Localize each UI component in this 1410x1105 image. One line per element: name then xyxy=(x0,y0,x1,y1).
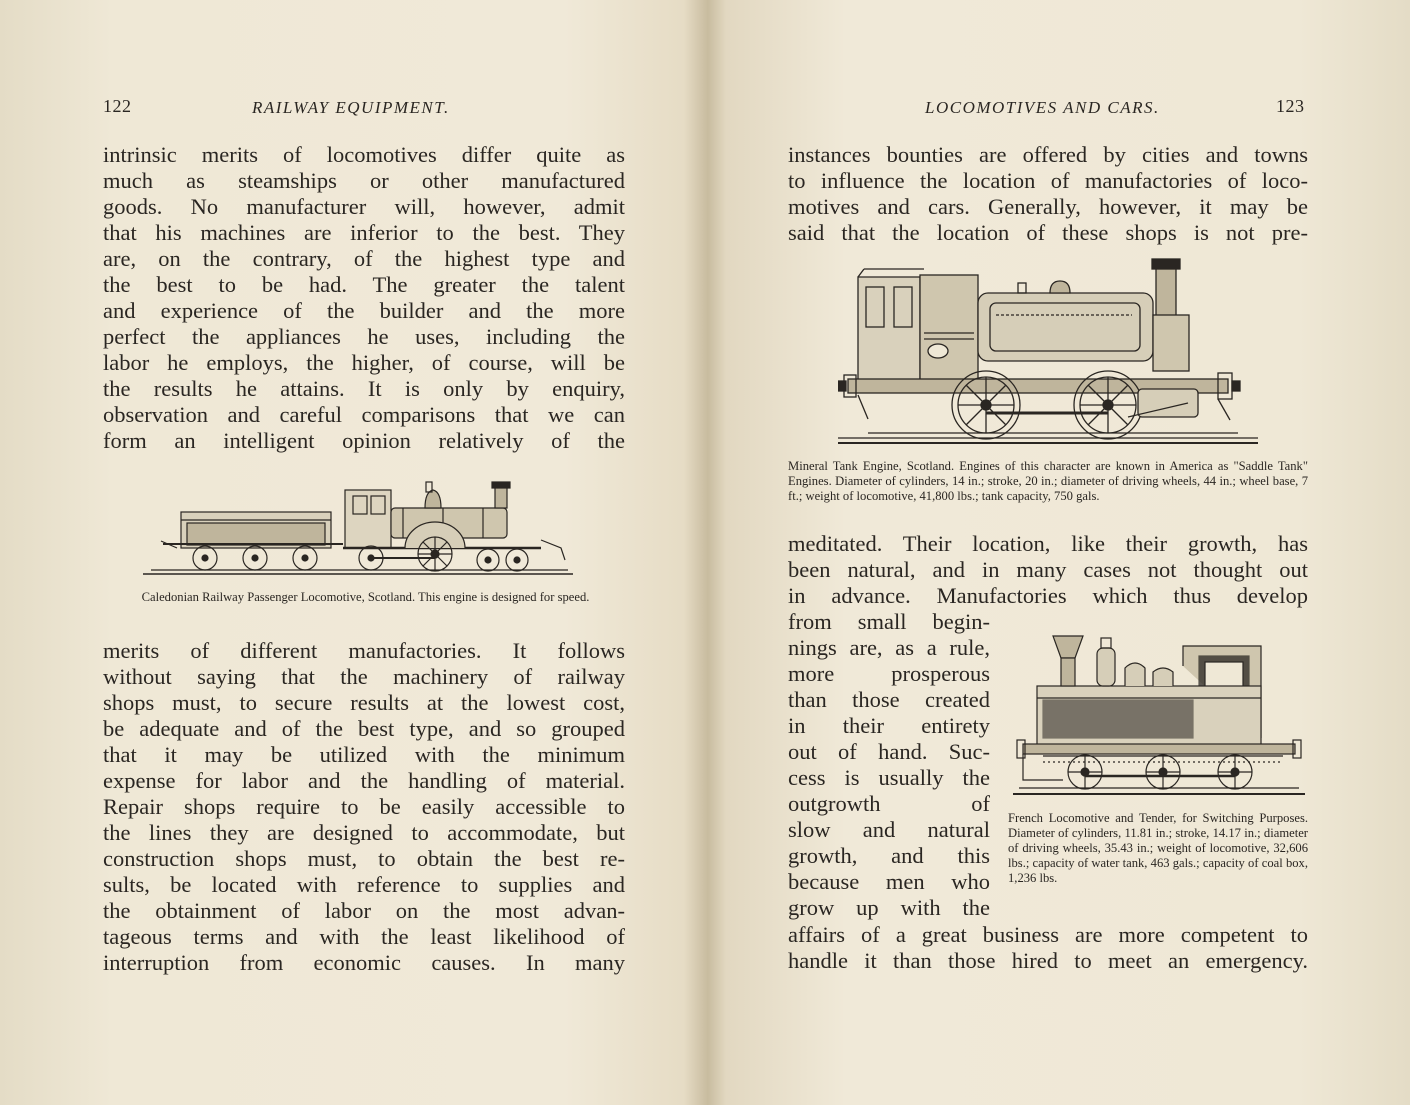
right-text-block-3 xyxy=(788,922,1308,974)
line: more prosperous xyxy=(788,661,990,686)
right-text-block-narrow xyxy=(788,609,990,921)
line: that it may be utilized with the minimum xyxy=(103,742,625,767)
line: than those created xyxy=(788,687,990,712)
line: in advance. Manufactories which thus develop xyxy=(788,583,1308,608)
line: tageous terms and with the least likelihood of xyxy=(103,924,625,949)
line: in their entirety xyxy=(788,713,990,738)
line: shops must, to secure results at the lowest cost, xyxy=(103,690,625,715)
line: meditated. Their location, like their growth, has xyxy=(788,531,1308,556)
line: the obtainment of labor on the most advan- xyxy=(103,898,625,923)
line: said that the location of these shops is not pre- xyxy=(788,220,1308,245)
line: goods. No manufacturer will, however, admit xyxy=(103,194,625,219)
line: from small begin- xyxy=(788,609,990,634)
line: Repair shops require to be easily accessible to xyxy=(103,794,625,819)
left-text-block-1 xyxy=(103,142,625,454)
line: observation and careful comparisons that we can xyxy=(103,402,625,427)
line: sults, be located with reference to supplies and xyxy=(103,872,625,897)
line: to influence the location of manufactories of loco- xyxy=(788,168,1308,193)
line: affairs of a great business are more competent to xyxy=(788,922,1308,947)
line: be adequate and of the best type, and so grouped xyxy=(103,716,625,741)
page-number-left: 122 xyxy=(103,96,132,116)
line: growth, and this xyxy=(788,843,990,868)
line: the best to be had. The greater the talent xyxy=(103,272,625,297)
mineral-tank-engine-illustration xyxy=(838,255,1262,451)
line: nings are, as a rule, xyxy=(788,635,990,660)
line: interruption from economic causes. In many xyxy=(103,950,625,975)
left-text-block-2 xyxy=(103,638,625,976)
line: intrinsic merits of locomotives differ quite as xyxy=(103,142,625,167)
right-page xyxy=(705,0,1410,1105)
right-text-block-2 xyxy=(788,531,1308,609)
line: grow up with the xyxy=(788,895,990,920)
line: expense for labor and the handling of material. xyxy=(103,768,625,793)
line: that his machines are inferior to the best. They xyxy=(103,220,625,245)
line: and experience of the builder and the more xyxy=(103,298,625,323)
running-head-right: LOCOMOTIVES AND CARS. xyxy=(925,98,1160,117)
mineral-tank-caption: Mineral Tank Engine, Scotland. Engines of this character are known in America as "Saddle Tank" Engines. Diameter of cylinders, 14 in.; stroke, 20 in.; diameter of driving wheels, 44 in.; wheel base, 7 ft.; weight of locomotive, 41,800 lbs.; tank capacity, 750 gals. xyxy=(788,459,1308,503)
line: cess is usually the xyxy=(788,765,990,790)
caledonian-locomotive-illustration xyxy=(143,474,573,580)
line: out of hand. Suc- xyxy=(788,739,990,764)
line: motives and cars. Generally, however, it may be xyxy=(788,194,1308,219)
line: construction shops must, to obtain the best re- xyxy=(103,846,625,871)
line: been natural, and in many cases not thought out xyxy=(788,557,1308,582)
line: the results he attains. It is only by enquiry, xyxy=(103,376,625,401)
line: because men who xyxy=(788,869,990,894)
line: outgrowth of xyxy=(788,791,990,816)
line: merits of different manufactories. It follows xyxy=(103,638,625,663)
line: much as steamships or other manufactured xyxy=(103,168,625,193)
line: form an intelligent opinion relatively of the xyxy=(103,428,625,453)
page-number-right: 123 xyxy=(1276,96,1305,116)
line: instances bounties are offered by cities and towns xyxy=(788,142,1308,167)
line: perfect the appliances he uses, including the xyxy=(103,324,625,349)
line: slow and natural xyxy=(788,817,990,842)
line: handle it than those hired to meet an emergency. xyxy=(788,948,1308,973)
line: without saying that the machinery of railway xyxy=(103,664,625,689)
line: labor he employs, the higher, of course, will be xyxy=(103,350,625,375)
french-locomotive-illustration xyxy=(1013,626,1305,802)
running-head-left: RAILWAY EQUIPMENT. xyxy=(252,98,450,117)
french-locomotive-caption: French Locomotive and Tender, for Switching Purposes. Diameter of cylinders, 11.81 in.; stroke, 14.17 in.; diameter of driving wheels, 35.43 in.; weight of locomotive, 32,606 lbs.; capacity of water tank, 463 gals.; capacity of coal box, 1,236 lbs. xyxy=(1008,811,1308,885)
line: the lines they are designed to accommodate, but xyxy=(103,820,625,845)
caledonian-caption: Caledonian Railway Passenger Locomotive, Scotland. This engine is designed for speed. xyxy=(141,590,590,604)
line: are, on the contrary, of the highest type and xyxy=(103,246,625,271)
right-text-block-1 xyxy=(788,142,1308,246)
